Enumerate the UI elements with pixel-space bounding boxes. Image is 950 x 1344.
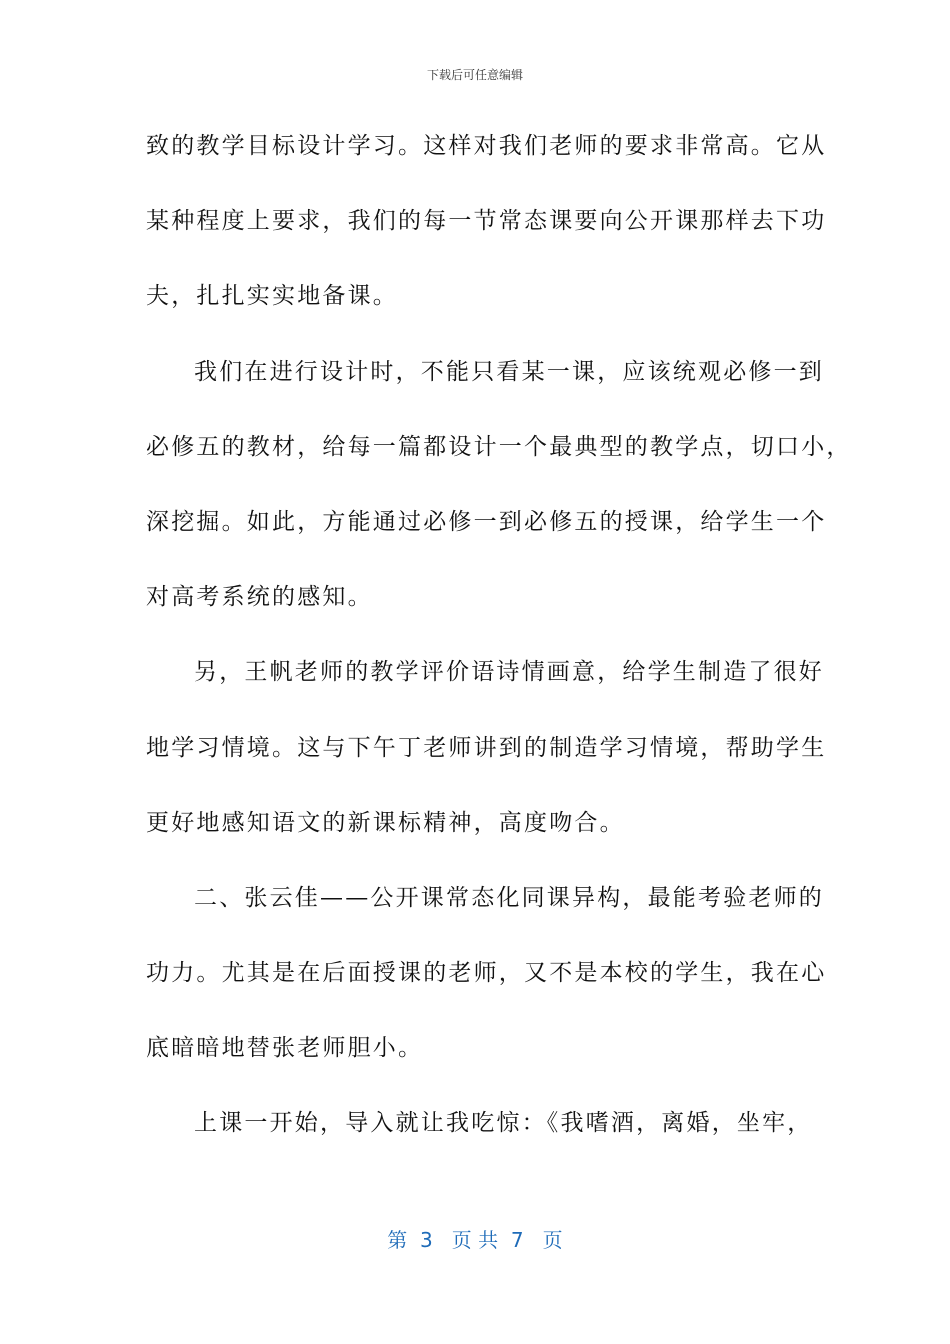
- text-line: 地学习情境。这与下午丁老师讲到的制造学习情境，帮助学生: [146, 734, 827, 761]
- text-line: 二、张云佳——公开课常态化同课异构，最能考验老师的: [194, 884, 824, 911]
- text-line: 我们在进行设计时，不能只看某一课，应该统观必修一到: [194, 358, 824, 385]
- text-line: 对高考系统的感知。: [146, 584, 373, 611]
- text-line: 致的教学目标设计学习。这样对我们老师的要求非常高。它从: [146, 133, 827, 159]
- text-line: 夫，扎扎实实地备课。: [146, 283, 398, 310]
- document-body: [146, 118, 852, 1171]
- text-line: 更好地感知语文的新课标精神，高度吻合。: [146, 809, 625, 836]
- page-header: 下载后可任意编辑: [426, 68, 523, 82]
- text-line: 必修五的教材，给每一篇都设计一个最典型的教学点，切口小，: [146, 433, 852, 460]
- text-line: 深挖掘。如此，方能通过必修一到必修五的授课，给学生一个: [146, 508, 827, 535]
- text-line: 功力。尤其是在后面授课的老师，又不是本校的学生，我在心: [146, 960, 827, 987]
- text-line: 另，王帆老师的教学评价语诗情画意，给学生制造了很好: [194, 659, 824, 686]
- text-line: 底暗暗地替张老师胆小。: [146, 1035, 424, 1062]
- text-line: 某种程度上要求，我们的每一节常态课要向公开课那样去下功: [146, 208, 827, 235]
- page-number: 第 3 页 共 7 页: [387, 1228, 563, 1252]
- text-line: 上课一开始，导入就让我吃惊：《我嗜酒，离婚，坐牢，: [194, 1110, 813, 1137]
- page-footer: [0, 1224, 950, 1253]
